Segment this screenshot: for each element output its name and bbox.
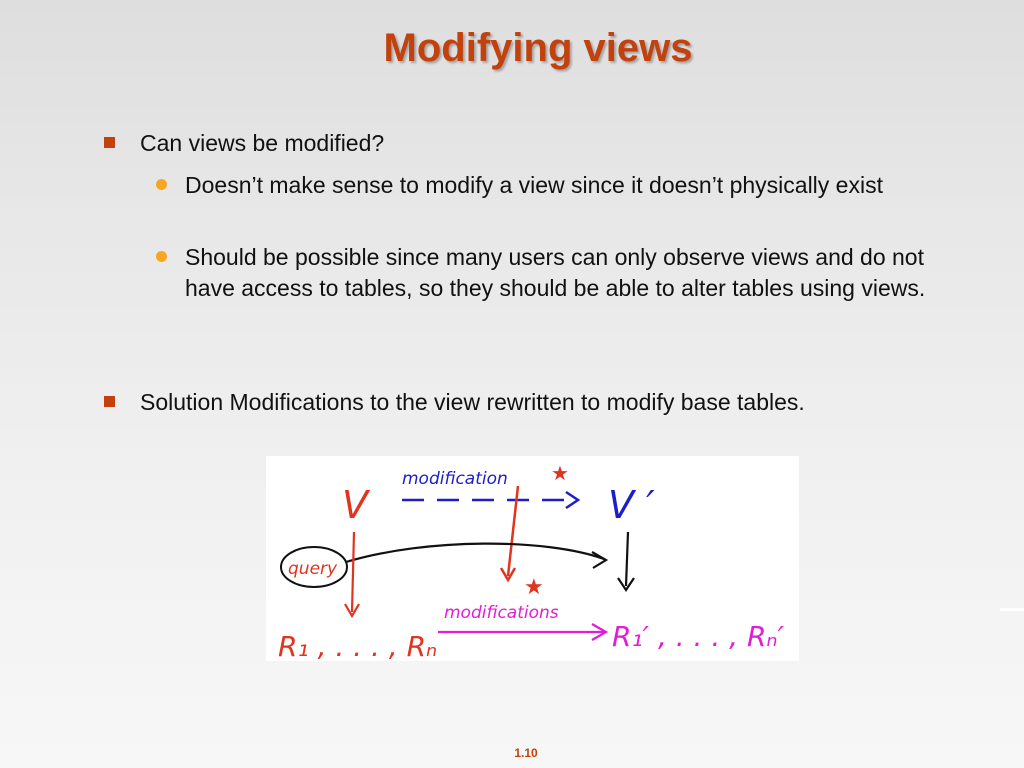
modifications-label: modifications (444, 603, 559, 623)
sub-bullet-should-be-possible (185, 242, 945, 304)
query-arrow (346, 544, 604, 562)
query-label: query (288, 559, 338, 579)
square-bullet-icon (104, 137, 115, 148)
bullet-can-views-be-modified (140, 128, 384, 158)
bullet-solution (140, 387, 805, 417)
view-prime-arrow (626, 532, 628, 586)
decorative-edge-mark (1000, 608, 1024, 611)
sub-bullet-text: Doesn’t make sense to modify a view since it doesn’t physically exist (185, 172, 883, 198)
view-definition-arrow (352, 532, 354, 612)
bullet-text: Solution Modifications to the view rewritten to modify base tables. (140, 389, 805, 415)
dashed-arrow-head-icon (566, 492, 578, 508)
round-bullet-icon (156, 251, 167, 262)
slide-number: 1.10 (514, 746, 538, 760)
view-modification-diagram (266, 456, 799, 661)
modification-star-icon: ★ (551, 461, 569, 485)
slide-title: Modifying views (383, 26, 693, 70)
sub-bullet-text: Should be possible since many users can only observe views and do not have access to tables, so they should be able to alter tables using views. (185, 244, 926, 301)
query-arrow-head-icon (592, 552, 606, 568)
modification-label: modification (402, 469, 508, 489)
view-v-prime-label: V ′ (608, 483, 655, 527)
square-bullet-icon (104, 396, 115, 407)
round-bullet-icon (156, 179, 167, 190)
bullet-text: Can views be modified? (140, 130, 385, 156)
sub-bullet-doesnt-make-sense (185, 170, 945, 201)
translation-star-icon: ★ (524, 575, 544, 600)
base-relations-label: R₁ , . . . , Rₙ (278, 630, 438, 661)
modified-relations-label: R₁′ , . . . , Rₙ′ (612, 620, 784, 653)
diagram-svg (266, 456, 799, 661)
view-v-label: V (342, 483, 368, 527)
